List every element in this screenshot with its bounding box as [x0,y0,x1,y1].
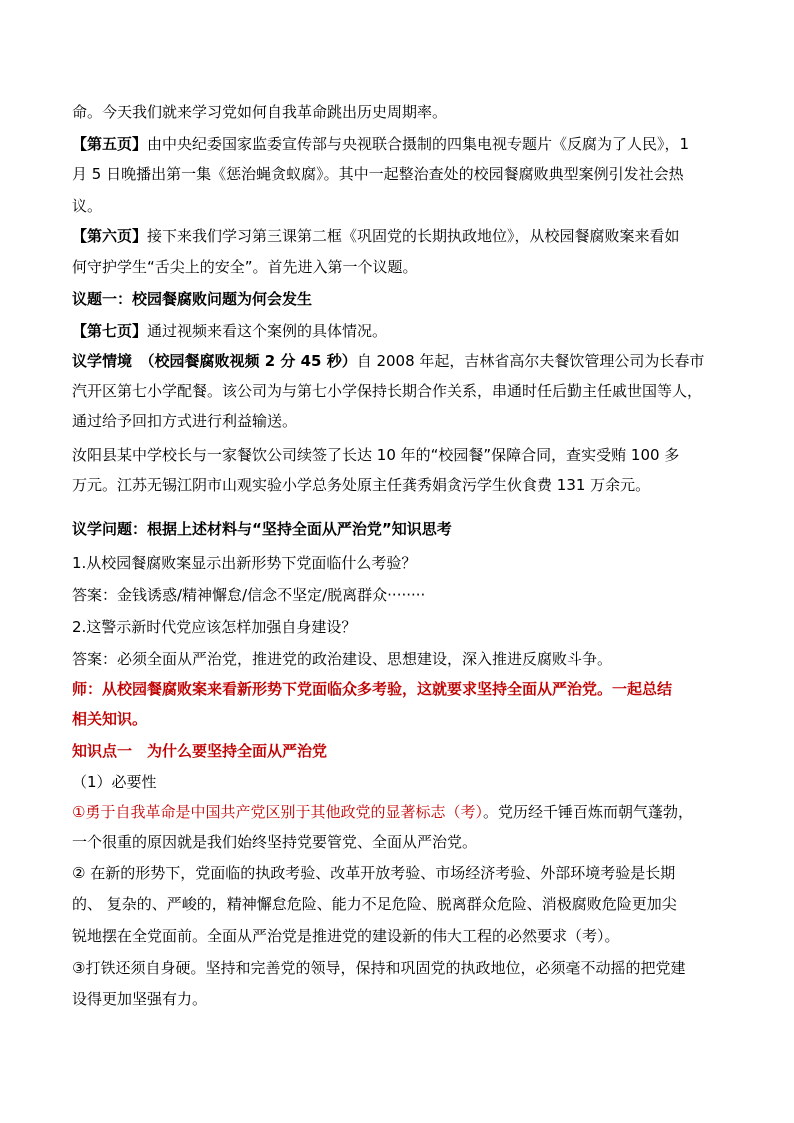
page-marker-6: 【第六页】 [72,227,148,245]
answer-2: 答案：必须全面从严治党，推进党的政治建设、思想建设，深入推进反腐败斗争。 [72,650,613,668]
point-1 [72,802,693,822]
key-point-red: ①勇于自我革命是中国共产党区别于其他政党的显著标志（考） [72,803,483,821]
paragraph-line: 月 5 日晚播出第一集《惩治蝇贪蚁腐》。其中一起整治查处的校园餐腐败典型案例引发社会热 [72,165,684,183]
line-text: 通过视频来看这个案例的具体情况。 [147,322,388,340]
scenario-label: 议学情境 （校园餐腐败视频 2 分 45 秒） [72,352,357,370]
line-text: 接下来我们学习第三课第二框《巩固党的长期执政地位》，从校园餐腐败案来看如 [147,227,680,245]
teacher-summary: 相关知识。 [72,710,148,728]
paragraph-line: 设得更加坚强有力。 [72,990,208,1008]
paragraph-line: 通过给予回扣方式进行利益输送。 [72,412,298,430]
paragraph-line: 汝阳县某中学校长与一家餐饮公司续签了长达 10 年的“校园餐”保障合同，查实受贿 100 多 [72,446,680,464]
paragraph-line: 万元。江苏无锡江阴市山观实验小学总务处原主任龚秀娟贪污学生伙食费 131 万余元。 [72,476,651,494]
question-1: 1.从校园餐腐败案显示出新形势下党面临什么考验？ [72,554,417,572]
paragraph-line: 何守护学生“舌尖上的安全”。首先进入第一个议题。 [72,258,418,276]
paragraph-line: 命。今天我们就来学习党如何自我革命跳出历史周期率。 [72,103,448,121]
paragraph-line [72,134,689,154]
topic-heading: 议题一：校园餐腐败问题为何会发生 [72,290,313,308]
paragraph-line: 的、 复杂的、严峻的，精神懈怠危险、能力不足危险、脱离群众危险、消极腐败危险更加尖 [72,895,677,913]
paragraph-line [72,226,680,246]
teacher-summary: 师：从校园餐腐败案来看新形势下党面临众多考验，这就要求坚持全面从严治党。一起总结 [72,680,673,698]
knowledge-point-heading: 知识点一 为什么要坚持全面从严治党 [72,742,328,760]
paragraph-line: 锐地摆在全党面前。全面从严治党是推进党的建设新的伟大工程的必然要求（考）。 [72,927,620,945]
question-heading: 议学问题：根据上述材料与“坚持全面从严治党”知识思考 [72,520,452,538]
page-marker-5: 【第五页】 [72,135,148,153]
line-text: 。党历经千锤百炼而朝气蓬勃， [482,803,693,821]
point-3: ③打铁还须自身硬。坚持和完善党的领导，保持和巩固党的执政地位，必须毫不动摇的把党建 [72,959,686,977]
paragraph-line: 一个很重的原因就是我们始终坚持党要管党、全面从严治党。 [72,833,478,851]
line-text: 由中央纪委国家监委宣传部与央视联合摄制的四集电视专题片《反腐为了人民》，1 [147,135,690,153]
question-2: 2.这警示新时代党应该怎样加强自身建设？ [72,618,357,636]
answer-1: 答案：金钱诱惑/精神懈怠/信念不坚定/脱离群众········ [72,586,426,604]
point-2: ② 在新的形势下，党面临的执政考验、改革开放考验、市场经济考验、外部环境考验是长期 [72,864,676,882]
paragraph-line: 汽开区第七小学配餐。该公司为与第七小学保持长期合作关系，串通时任后勤主任戚世国等人， [72,382,703,400]
paragraph-line [72,321,387,341]
paragraph-line [72,351,704,371]
paragraph-line: 议。 [72,197,103,215]
page-marker-7: 【第七页】 [72,322,148,340]
subheading-necessity: （1）必要性 [72,773,157,791]
line-text: 自 2008 年起，吉林省高尔夫餐饮管理公司为长春市 [356,352,705,370]
